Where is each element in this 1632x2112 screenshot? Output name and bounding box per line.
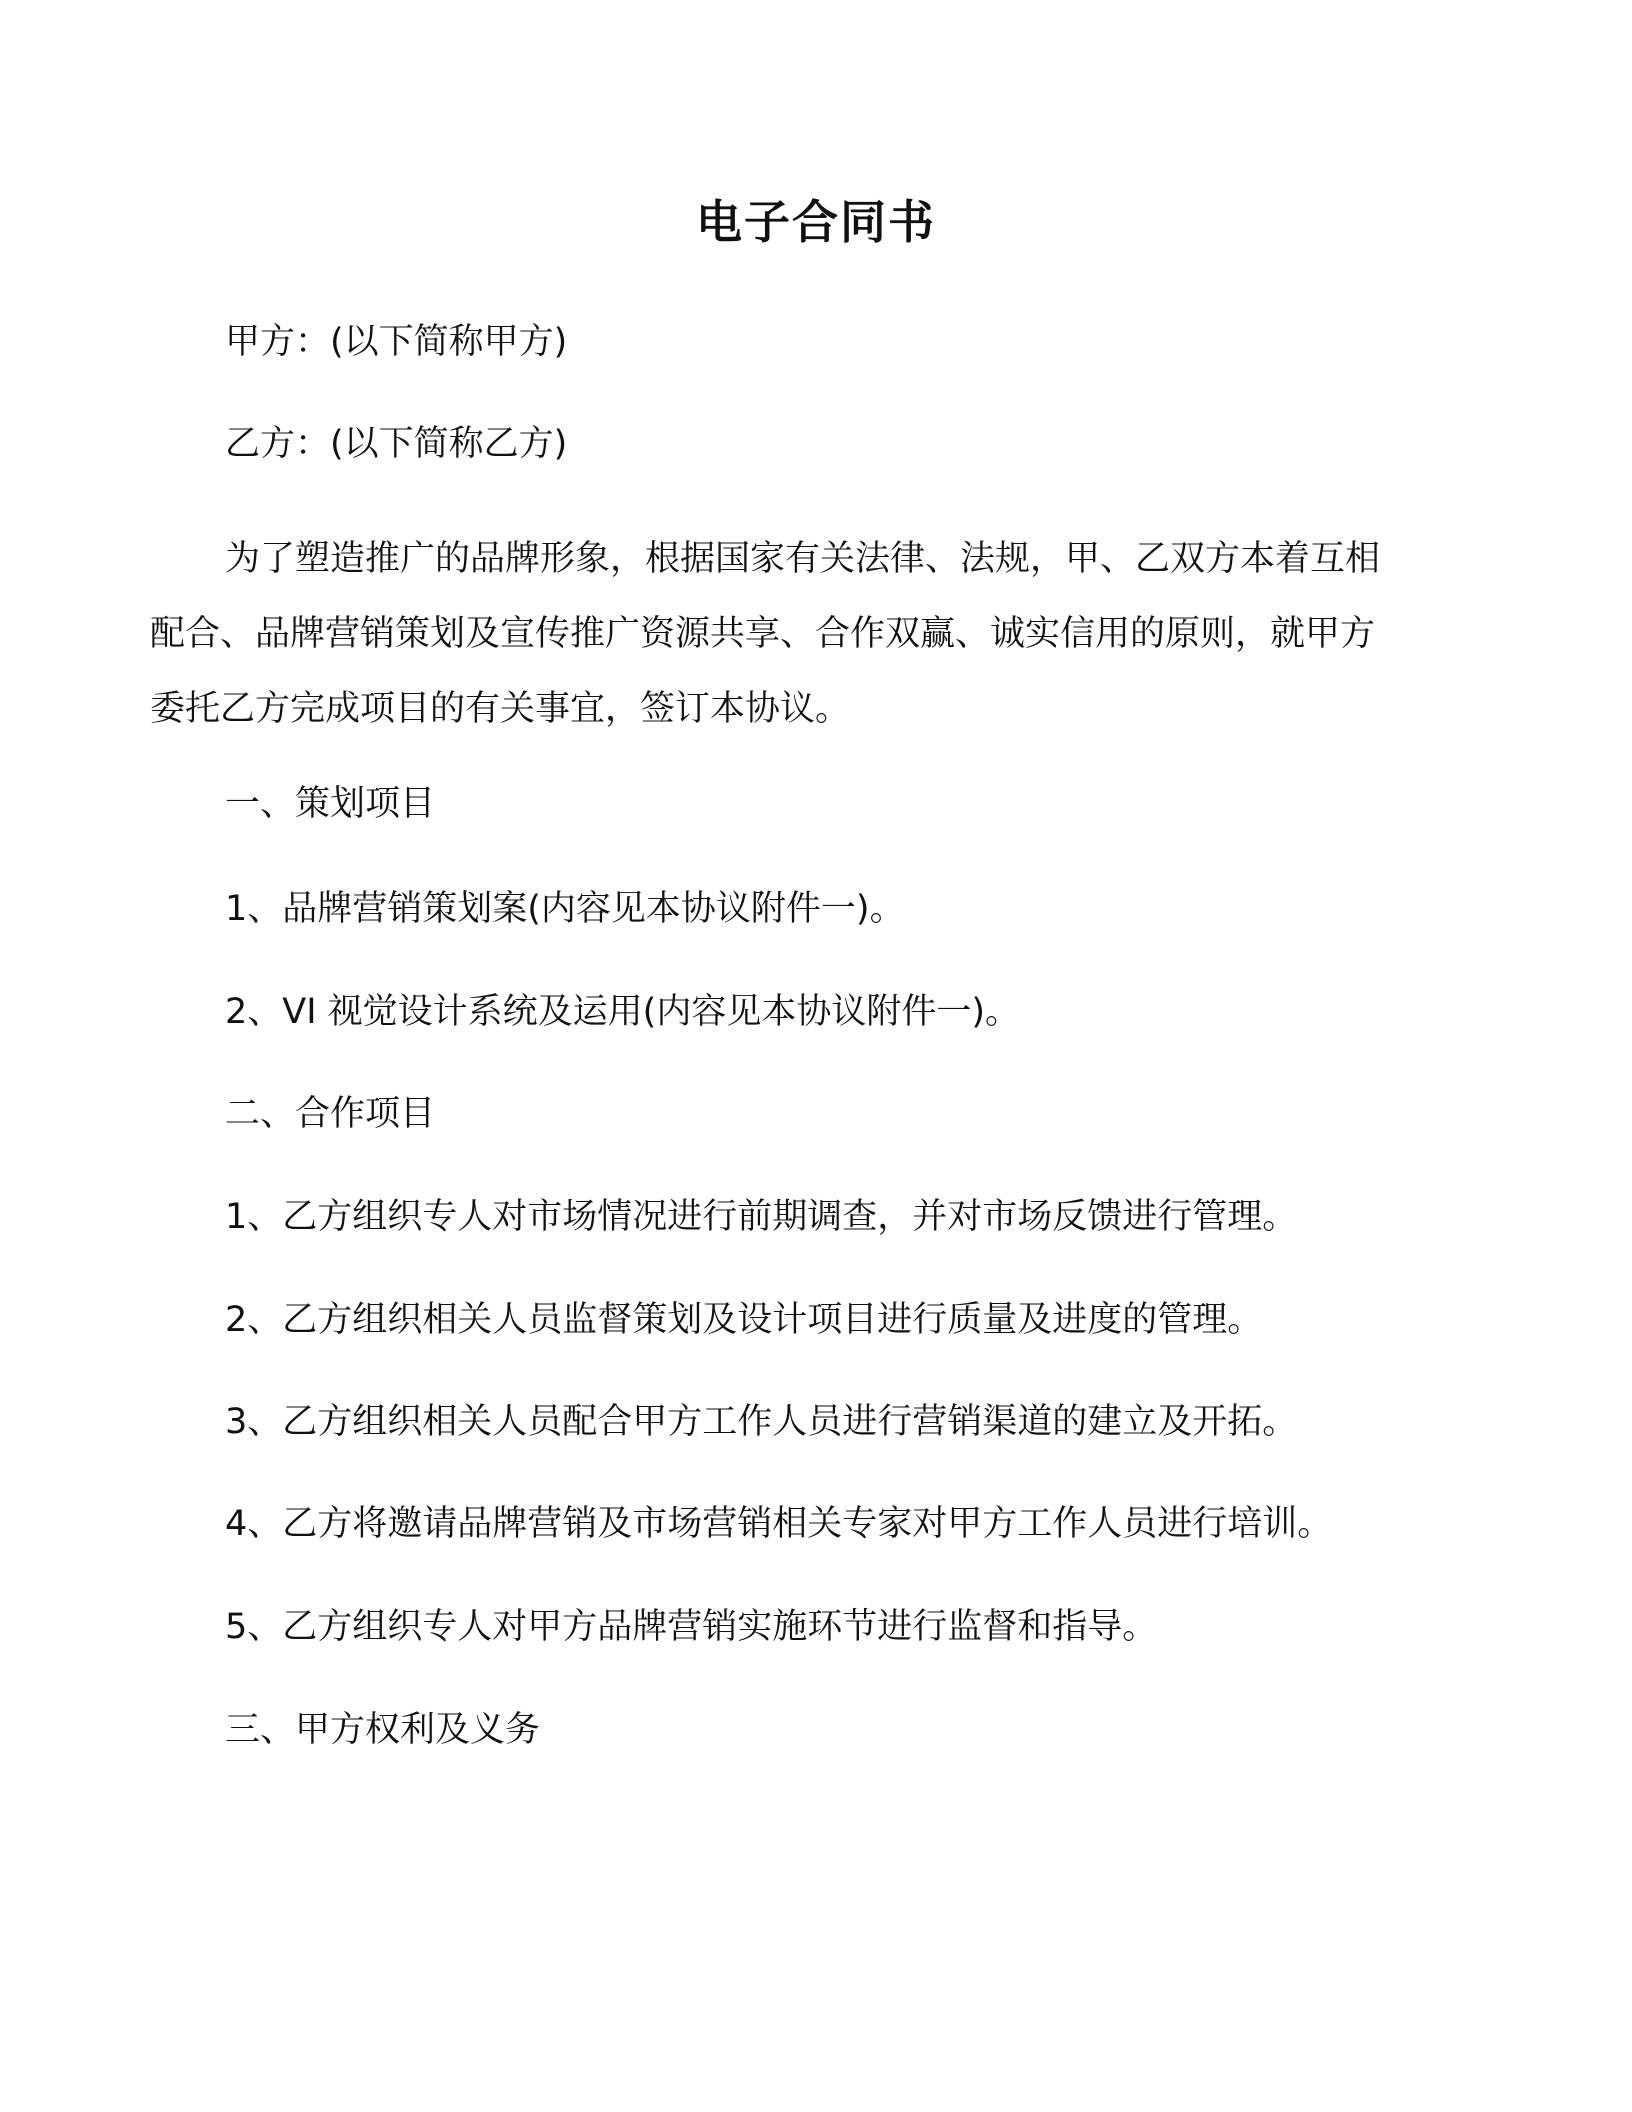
section-heading-party-a-rights: 三、甲方权利及义务 <box>225 1710 541 1750</box>
party-a-line: 甲方：(以下简称甲方) <box>225 322 568 362</box>
list-item: 2、乙方组织相关人员监督策划及设计项目进行质量及进度的管理。 <box>225 1300 1263 1340</box>
intro-line: 配合、品牌营销策划及宣传推广资源共享、合作双赢、诚实信用的原则，就甲方 <box>150 614 1376 654</box>
list-item: 1、品牌营销策划案(内容见本协议附件一)。 <box>225 889 905 929</box>
section-heading-cooperation: 二、合作项目 <box>225 1094 436 1134</box>
document-title: 电子合同书 <box>696 195 936 249</box>
list-item: 4、乙方将邀请品牌营销及市场营销相关专家对甲方工作人员进行培训。 <box>225 1504 1333 1544</box>
list-item: 2、VI 视觉设计系统及运用(内容见本协议附件一)。 <box>225 992 1020 1032</box>
intro-paragraph <box>150 522 1450 747</box>
list-item: 3、乙方组织相关人员配合甲方工作人员进行营销渠道的建立及开拓。 <box>225 1402 1298 1442</box>
party-b-line: 乙方：(以下简称乙方) <box>225 424 568 464</box>
intro-line: 为了塑造推广的品牌形象，根据国家有关法律、法规，甲、乙双方本着互相 <box>225 539 1381 579</box>
section-heading-planning: 一、策划项目 <box>225 784 436 824</box>
list-item: 1、乙方组织专人对市场情况进行前期调查，并对市场反馈进行管理。 <box>225 1197 1298 1237</box>
list-item: 5、乙方组织专人对甲方品牌营销实施环节进行监督和指导。 <box>225 1607 1158 1647</box>
intro-line: 委托乙方完成项目的有关事宜，签订本协议。 <box>150 689 851 729</box>
